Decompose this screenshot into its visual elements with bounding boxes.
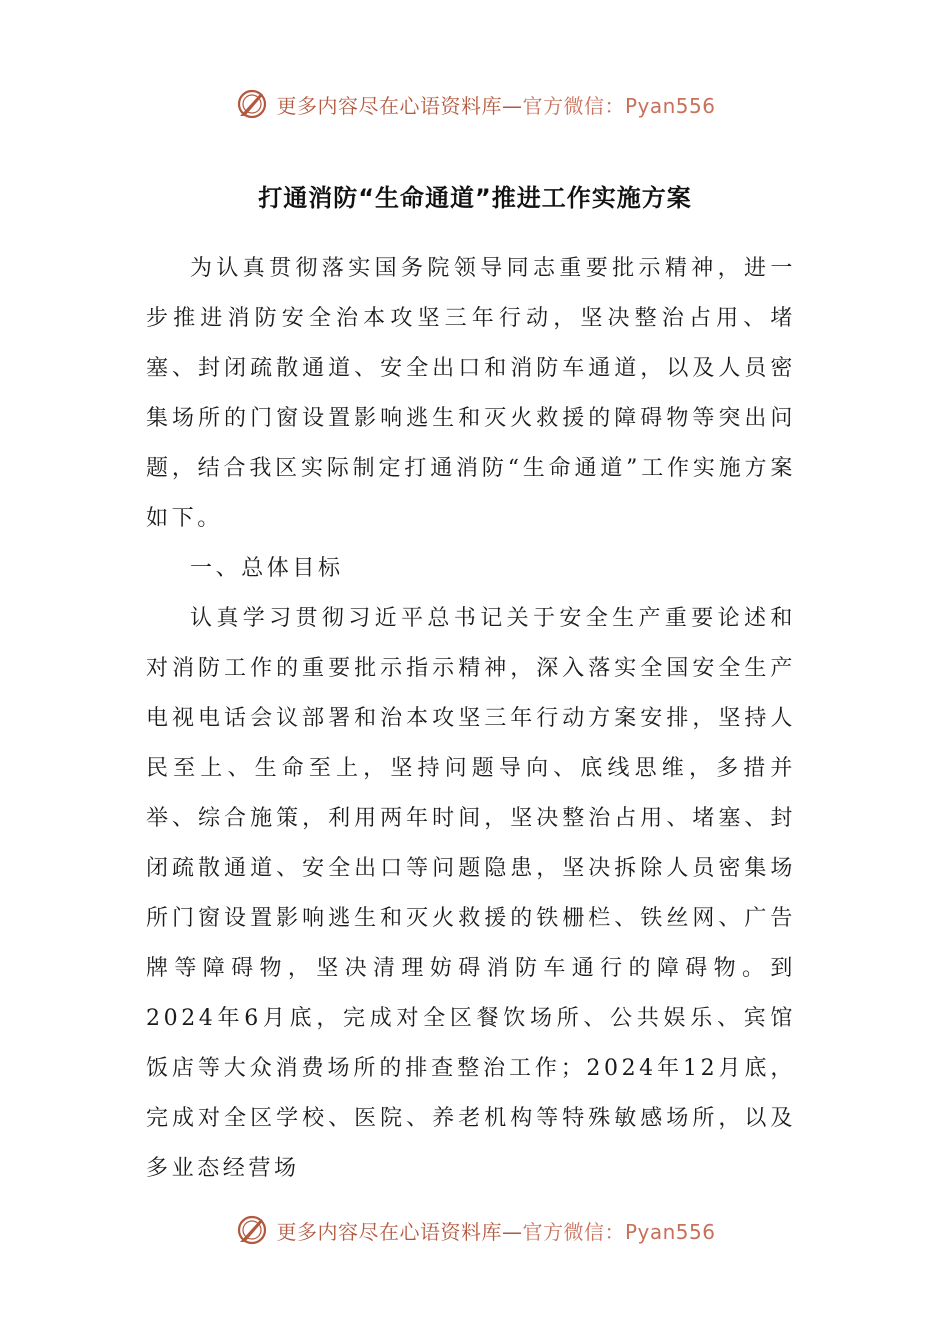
banner-separator: — [501,1219,523,1244]
banner-main-text: 更多内容尽在心语资料库 [276,1219,502,1244]
intro-paragraph: 为认真贯彻落实国务院领导同志重要批示精神，进一步推进消防安全治本攻坚三年行动，坚决整治占用、堵塞、封闭疏散通道、安全出口和消防车通道，以及人员密集场所的门窗设置影响逃生和灭火救援的障碍物等突出问题，结合我区实际制定打通消防“生命通道”工作实施方案如下。 [146,256,796,531]
quill-seal-icon [234,86,270,122]
section-paragraph: 认真学习贯彻习近平总书记关于安全生产重要论述和对消防工作的重要批示指示精神，深入落实全国安全生产电视电话会议部署和治本攻坚三年行动方案安排，坚持人民至上、生命至上，坚持问题导向、底线思维，多措并举、综合施策，利用两年时间，坚决整治占用、堵塞、封闭疏散通道、安全出口等问题隐患，坚决拆除人员密集场所门窗设置影响逃生和灭火救援的铁栅栏、铁丝网、广告牌等障碍物，坚决清理妨碍消防车通行的障碍物。到2024年6月底，完成对全区餐饮场所、公共娱乐、宾馆饭店等大众消费场所的排查整治工作；2024年12月底，完成对全区学校、医院、养老机构等特殊敏感场所，以及多业态经营场 [146,606,796,1181]
header-banner [0,82,950,126]
document-title: 打通消防“生命通道”推进工作实施方案 [258,184,692,212]
banner-main-text: 更多内容尽在心语资料库 [276,93,502,118]
banner-contact-text: 官方微信：Pyan556 [522,93,716,118]
section-heading: 一、总体目标 [190,556,344,581]
banner-text [276,1216,715,1245]
quill-seal-icon [234,1212,270,1248]
footer-banner [0,1208,950,1252]
banner-text [276,90,715,119]
banner-contact-text: 官方微信：Pyan556 [522,1219,716,1244]
banner-separator: — [501,93,523,118]
document-body [146,244,796,1194]
